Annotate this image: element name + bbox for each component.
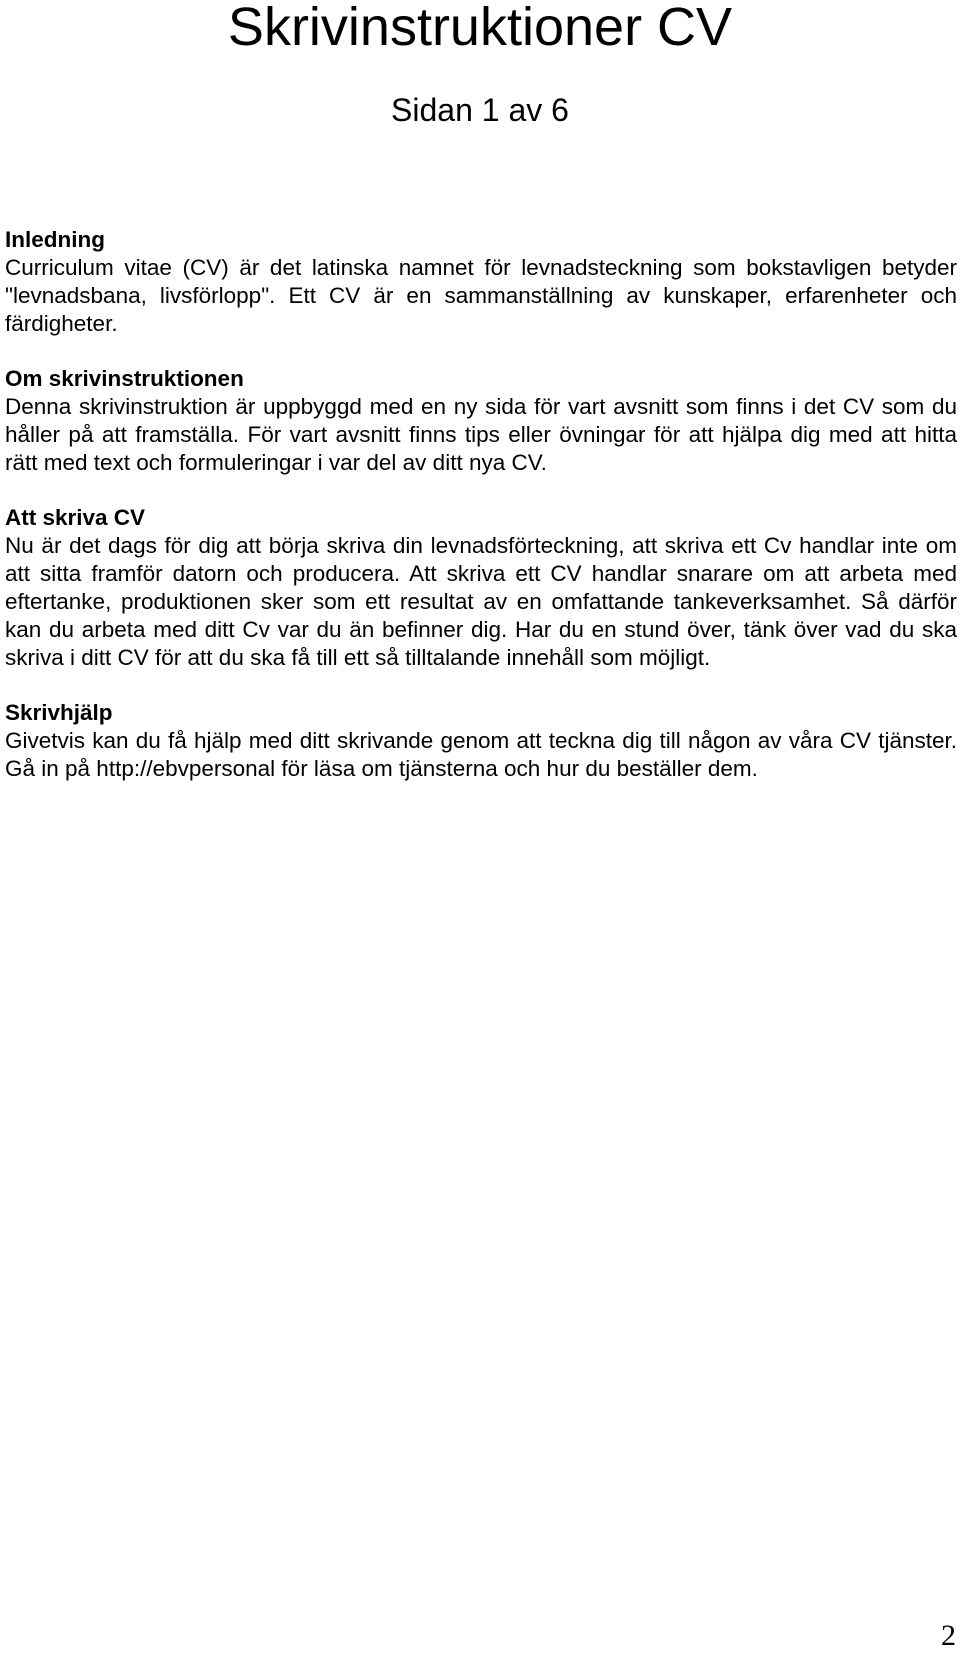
page-indicator: Sidan 1 av 6 [391,92,569,128]
section-heading: Skrivhjälp [5,700,113,725]
section-att-skriva-cv [5,504,957,672]
section-inledning [5,226,957,338]
document-title: Skrivinstruktioner CV [227,0,733,57]
section-heading: Inledning [5,227,105,252]
section-heading: Om skrivinstruktionen [5,366,244,391]
section-om-skrivinstruktionen [5,365,957,477]
section-skrivhjalp [5,699,957,783]
page-number: 2 [941,1619,956,1652]
section-paragraph: Denna skrivinstruktion är uppbyggd med en ny sida för vart avsnitt som finns i det CV som du håller på att framställa. För vart avsnitt finns tips eller övningar för att hjälpa dig med att hitta rätt med text och formuleringar i var del av ditt nya CV. [5,394,957,475]
section-paragraph: Curriculum vitae (CV) är det latinska namnet för levnadsteckning som bokstavligen betyder "levnadsbana, livsförlopp". Ett CV är en sammanställning av kunskaper, erfarenheter och färdigheter. [5,255,957,336]
section-paragraph: Givetvis kan du få hjälp med ditt skrivande genom att teckna dig till någon av våra CV tjänster. Gå in på http://ebvpersonal för läsa om tjänsterna och hur du beställer dem. [5,728,957,781]
section-heading: Att skriva CV [5,505,146,530]
section-paragraph: Nu är det dags för dig att börja skriva din levnadsförteckning, att skriva ett Cv handlar inte om att sitta framför datorn och producera. Att skriva ett CV handlar snarare om att arbeta med eftertanke, produktionen sker som ett resultat av en omfattande tankeverksamhet. Så därför kan du arbeta med ditt Cv var du än befinner dig. Har du en stund över, tänk över vad du ska skriva i ditt CV för att du ska få till ett så tilltalande innehåll som möjligt. [5,533,957,670]
document-body [5,226,957,810]
